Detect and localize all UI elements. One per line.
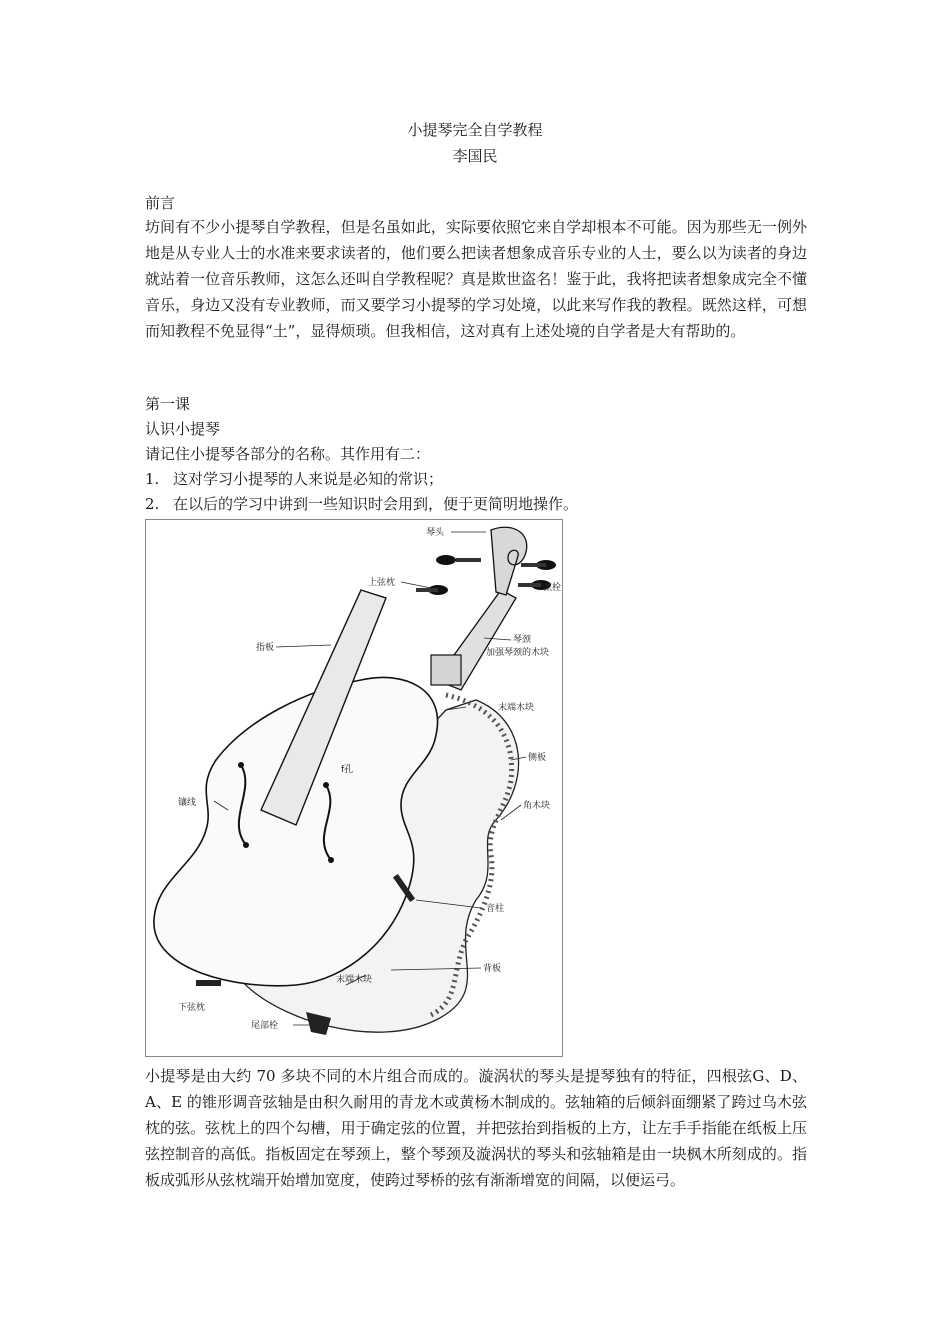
label-corner-block: 角木块 bbox=[523, 801, 551, 811]
lesson-intro: 请记住小提琴各部分的名称。其作用有二： bbox=[145, 445, 431, 463]
label-saddle: 下弦枕 bbox=[178, 1003, 206, 1013]
list-item-number: 1. bbox=[145, 470, 160, 488]
label-end-pin: 尾部栓 bbox=[251, 1021, 279, 1031]
label-f-hole: f孔 bbox=[341, 765, 354, 775]
label-peg: 弦栓 bbox=[543, 583, 562, 593]
label-neck-block: 加强琴颈的木块 bbox=[486, 648, 550, 658]
label-nut: 上弦枕 bbox=[368, 578, 396, 588]
preface-body: 坊间有不少小提琴自学教程，但是名虽如此，实际要依照它来自学却根本不可能。因为那些无一例外地是从专业人士的水准来要求读者的，他们要么把读者想象成音乐专业的人士，要么以为读者的身边就站着一位音乐教师，这怎么还叫自学教程呢？真是欺世盗名！鉴于此，我将把读者想象成完全不懂音乐，身边又没有专业教师，而又要学习小提琴的学习处境，以此来写作我的教程。既然这样，可想而知教程不免显得“土”，显得烦琐。但我相信，这对真有上述处境的自学者是大有帮助的。 bbox=[145, 218, 807, 340]
neck-block-shape bbox=[431, 655, 461, 685]
label-purfling: 镶线 bbox=[178, 798, 197, 808]
label-neck: 琴颈 bbox=[513, 635, 532, 645]
list-item bbox=[145, 468, 443, 489]
violin-illustration bbox=[146, 520, 564, 1058]
peg-icons bbox=[416, 555, 556, 595]
label-fingerboard: 指板 bbox=[256, 643, 275, 653]
preface-heading: 前言 bbox=[145, 194, 176, 212]
document-author: 李国民 bbox=[452, 147, 498, 165]
label-sound-post: 音柱 bbox=[486, 904, 505, 914]
document-title: 小提琴完全自学教程 bbox=[407, 121, 543, 139]
violin-exploded-diagram bbox=[145, 519, 563, 1057]
lesson-title: 认识小提琴 bbox=[145, 420, 221, 438]
list-item-number: 2. bbox=[145, 495, 160, 513]
lesson-number: 第一课 bbox=[145, 395, 191, 413]
label-top-block: 末端木块 bbox=[498, 703, 535, 713]
label-back: 背板 bbox=[483, 964, 502, 974]
list-item-text: 在以后的学习中讲到一些知识时会用到，便于更简明地操作。 bbox=[173, 495, 579, 513]
label-rib: 侧板 bbox=[528, 753, 547, 763]
body-paragraph: 小提琴是由大约 70 多块不同的木片组合而成的。漩涡状的琴头是提琴独有的特征，四根弦G、D、A、E 的锥形调音弦轴是由积久耐用的青龙木或黄杨木制成的。弦轴箱的后倾斜面绷紧了跨过乌木弦枕的弦。弦枕上的四个勾槽，用于确定弦的位置，并把弦抬到指板的上方，让左手手指能在纸板上压弦控制音的高低。指板固定在琴颈上，整个琴颈及漩涡状的琴头和弦轴箱是由一块枫木所刻成的。指板成弧形从弦枕端开始增加宽度，使跨过琴桥的弦有渐渐增宽的间隔，以便运弓。 bbox=[145, 1067, 807, 1189]
list-item bbox=[145, 493, 578, 514]
list-item-text: 这对学习小提琴的人来说是必知的常识； bbox=[173, 470, 444, 488]
saddle-shape bbox=[196, 980, 221, 986]
label-scroll: 琴头 bbox=[426, 528, 445, 538]
label-end-block: 末端木块 bbox=[336, 975, 373, 985]
